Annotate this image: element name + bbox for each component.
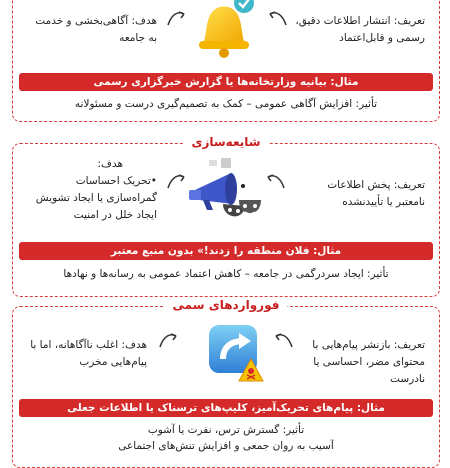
section-rumor xyxy=(12,135,440,297)
section-toxic-forwards xyxy=(12,298,440,468)
goal-item: •تحریک احساسات xyxy=(75,175,157,187)
section-title: شایعه‌سازی xyxy=(183,135,268,149)
megaphone-masks-icon xyxy=(183,156,267,236)
curved-arrow-icon xyxy=(273,329,295,351)
effect-text: آسیب به روان جمعی و افزایش تنش‌های اجتماعی xyxy=(118,440,334,452)
section-title: فورواردهای سمی xyxy=(165,298,288,312)
definition-text: تعریف: انتشار اطلاعات دقیق، رسمی و قابل‌اعتماد xyxy=(295,15,425,44)
example-banner: مثال: پیام‌های تحریک‌آمیز، کلیپ‌های ترسناک یا اطلاعات جعلی xyxy=(19,399,433,417)
goal-block xyxy=(27,156,157,224)
example-banner: مثال: فلان منطقه را زدند!» بدون منبع معتبر xyxy=(19,242,433,260)
effect-text: تأثیر: ایجاد سردرگمی در جامعه – کاهش اعتماد عمومی به رسانه‌ها و نهادها xyxy=(63,268,389,280)
curved-arrow-icon xyxy=(165,170,187,192)
example-banner: مثال: بیانیه وزارتخانه‌ها یا گزارش خبرگزاری رسمی xyxy=(19,73,433,91)
definition-text: تعریف: پخش اطلاعات نامعتبر یا تأییدنشده xyxy=(327,179,425,208)
curved-arrow-icon xyxy=(157,329,179,351)
curved-arrow-icon xyxy=(165,7,187,29)
effect-text: تأثیر: گسترش ترس، نفرت یا آشوب xyxy=(147,424,305,436)
goal-text: هدف: اغلب ناآگاهانه، اما با پیام‌هایی مخرب xyxy=(30,339,147,368)
goal-text: هدف: آگاهی‌بخشی و خدمت به جامعه xyxy=(35,15,157,44)
section-official-info xyxy=(12,0,440,122)
curved-arrow-icon xyxy=(267,7,289,29)
bell-check-icon xyxy=(189,0,259,63)
goal-item: ایجاد خلل در امنیت xyxy=(73,209,157,221)
effect-text: تأثیر: افزایش آگاهی عمومی – کمک به تصمیم‌گیری درست و مسئولانه xyxy=(74,98,378,110)
curved-arrow-icon xyxy=(265,170,287,192)
forward-warning-icon xyxy=(203,319,273,389)
goal-title: هدف: xyxy=(97,158,123,170)
definition-text: تعریف: بازنشر پیام‌هایی با محتوای مضر، احساسی یا نادرست xyxy=(312,339,425,385)
goal-item: گمراه‌سازی یا ایجاد تشویش xyxy=(35,192,157,204)
